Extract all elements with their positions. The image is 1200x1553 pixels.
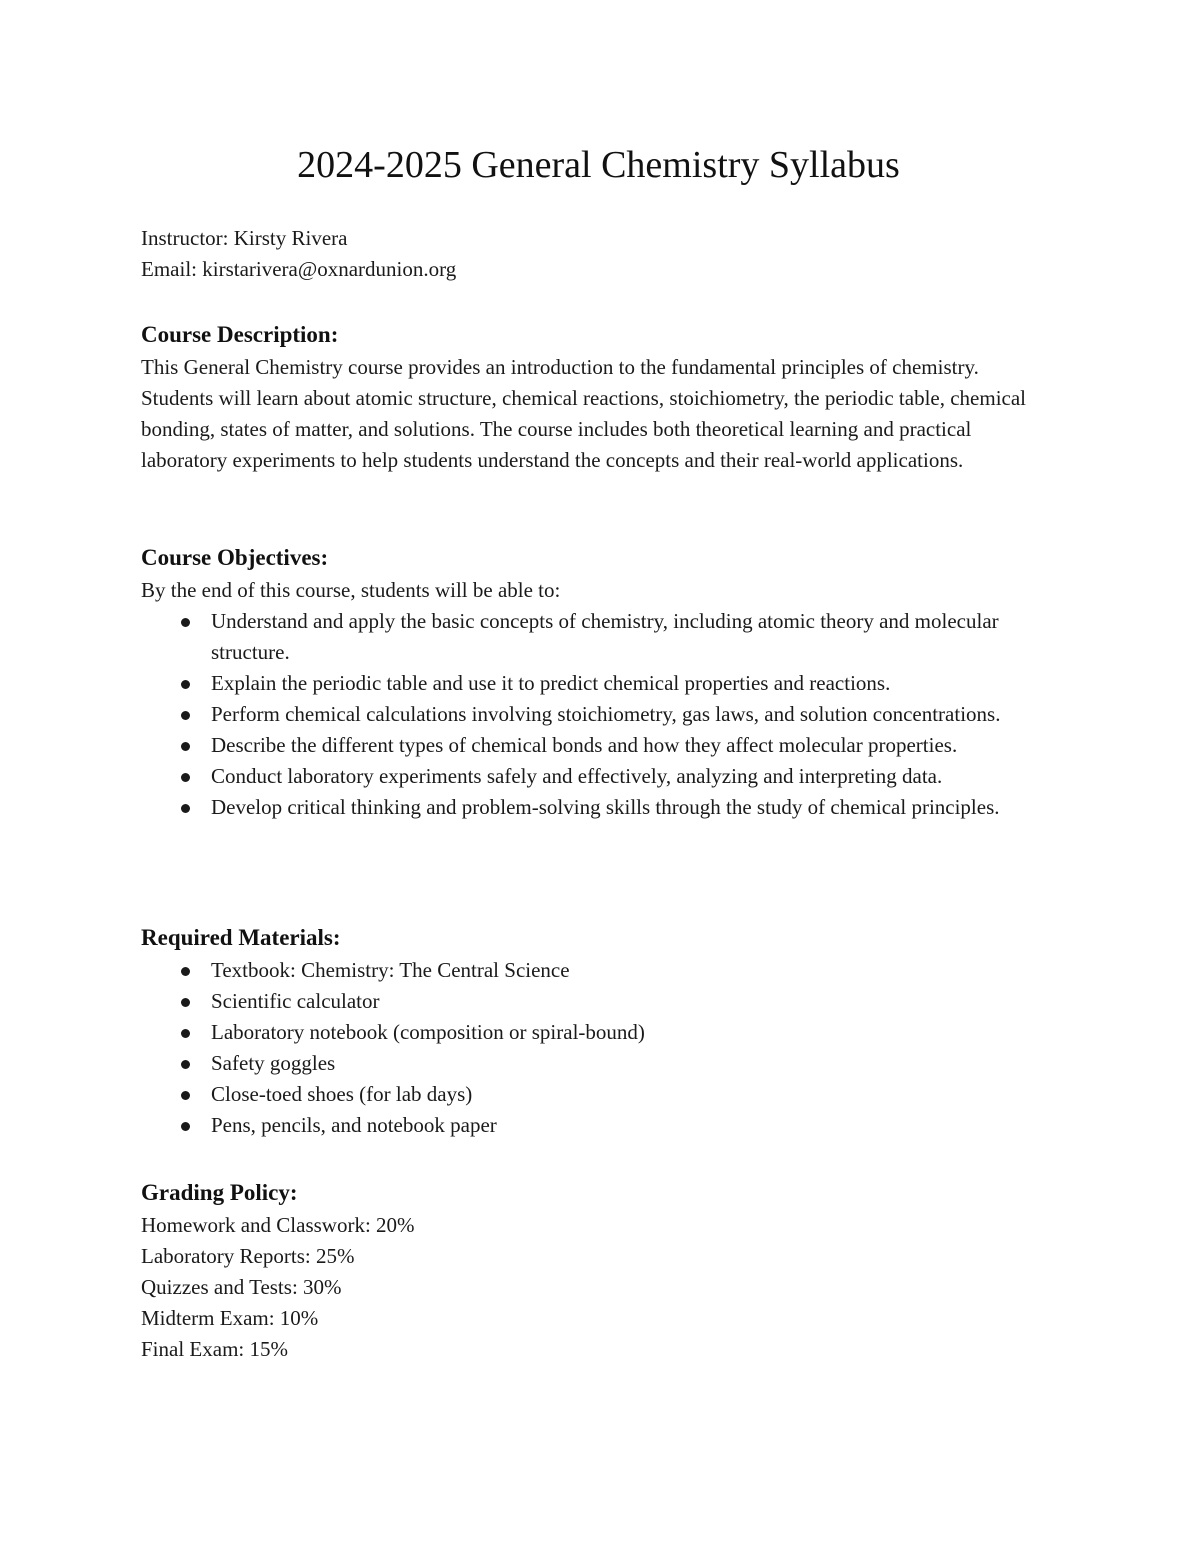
objective-text: Develop critical thinking and problem-solving skills through the study of chemical principles. (211, 795, 1000, 819)
material-text: Laboratory notebook (composition or spiral-bound) (211, 1020, 645, 1044)
objective-text: Understand and apply the basic concepts of chemistry, including atomic theory and molecular structure. (211, 609, 999, 664)
grading-policy-heading: Grading Policy: (141, 1180, 298, 1205)
bullet-icon (181, 1091, 190, 1100)
material-text: Scientific calculator (211, 989, 380, 1013)
bullet-icon (181, 967, 190, 976)
list-item (141, 1017, 1056, 1048)
material-text: Safety goggles (211, 1051, 336, 1075)
list-item (141, 668, 1056, 699)
required-materials-section (141, 921, 1056, 1141)
list-item (141, 1048, 1056, 1079)
required-materials-heading: Required Materials: (141, 925, 341, 950)
grading-line: Quizzes and Tests: 30% (141, 1275, 342, 1299)
instructor-line: Instructor: Kirsty Rivera (141, 226, 348, 250)
grading-line: Homework and Classwork: 20% (141, 1213, 415, 1237)
bullet-icon (181, 773, 190, 782)
objective-text: Conduct laboratory experiments safely and effectively, analyzing and interpreting data. (211, 764, 943, 788)
course-objectives-heading: Course Objectives: (141, 545, 329, 570)
grading-policy-section (141, 1176, 1056, 1365)
list-item (141, 1079, 1056, 1110)
list-item (141, 730, 1056, 761)
list-item (141, 699, 1056, 730)
bullet-icon (181, 618, 190, 627)
bullet-icon (181, 1029, 190, 1038)
bullet-icon (181, 742, 190, 751)
document-title: 2024-2025 General Chemistry Syllabus (297, 144, 900, 186)
list-item (141, 955, 1056, 986)
course-objectives-section (141, 541, 1056, 823)
course-objectives-intro: By the end of this course, students will be able to: (141, 578, 561, 602)
objective-text: Describe the different types of chemical bonds and how they affect molecular properties. (211, 733, 958, 757)
course-description-body: This General Chemistry course provides an introduction to the fundamental principles of chemistry. Students will learn about atomic structure, chemical reactions, stoichiometry, the periodic table, chemical bonding, states of matter, and solutions. The course includes both theoretical learning and practical laboratory experiments to help students understand the concepts and their real-world applications. (141, 355, 1027, 472)
bullet-icon (181, 1060, 190, 1069)
material-text: Pens, pencils, and notebook paper (211, 1113, 497, 1137)
material-text: Close-toed shoes (for lab days) (211, 1082, 473, 1106)
course-objectives-list (141, 606, 1056, 823)
objective-text: Explain the periodic table and use it to predict chemical properties and reactions. (211, 671, 891, 695)
email-line: Email: kirstarivera@oxnardunion.org (141, 257, 457, 281)
bullet-icon (181, 1122, 190, 1131)
course-description-heading: Course Description: (141, 322, 339, 347)
list-item (141, 986, 1056, 1017)
grading-line: Midterm Exam: 10% (141, 1306, 319, 1330)
objective-text: Perform chemical calculations involving stoichiometry, gas laws, and solution concentrations. (211, 702, 1001, 726)
list-item (141, 606, 1056, 668)
list-item (141, 761, 1056, 792)
required-materials-list (141, 955, 1056, 1141)
grading-line: Final Exam: 15% (141, 1337, 288, 1361)
bullet-icon (181, 804, 190, 813)
list-item (141, 1110, 1056, 1141)
course-description-section (141, 318, 1056, 476)
bullet-icon (181, 680, 190, 689)
bullet-icon (181, 998, 190, 1007)
instructor-info (141, 223, 456, 285)
material-text: Textbook: Chemistry: The Central Science (211, 958, 570, 982)
grading-line: Laboratory Reports: 25% (141, 1244, 355, 1268)
bullet-icon (181, 711, 190, 720)
list-item (141, 792, 1056, 823)
